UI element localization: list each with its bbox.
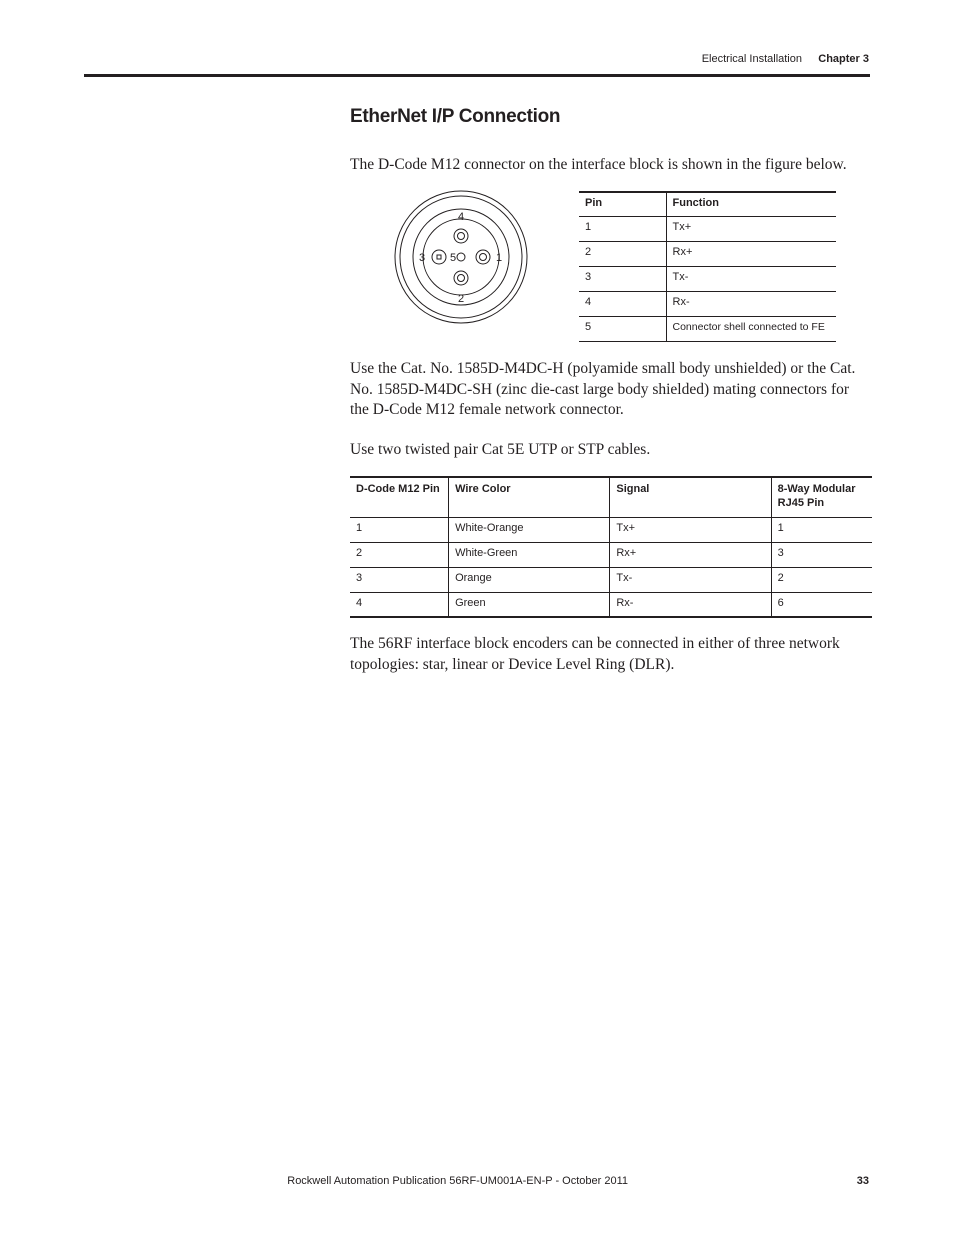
rj45-pin-cell: 6 (777, 596, 784, 609)
header-rule (84, 74, 870, 77)
m12-pin-cell: 4 (350, 592, 449, 617)
signal-cell: Tx+ (610, 517, 771, 542)
signal-cell: Rx- (610, 592, 771, 617)
pin-1-socket (476, 250, 490, 264)
function-cell: Rx- (666, 291, 836, 316)
section-title: EtherNet I/P Connection (350, 106, 561, 127)
table-row (579, 291, 836, 316)
pin-5-center (457, 253, 465, 261)
m12-pin-cell: 3 (350, 567, 449, 592)
column-header-signal: Signal (610, 477, 771, 517)
table-row (579, 316, 836, 341)
table-row (350, 517, 872, 542)
table-row (579, 266, 836, 291)
pin-2-socket (454, 271, 468, 285)
m12-pin-cell: 2 (350, 542, 449, 567)
footer-publication: Rockwell Automation Publication 56RF-UM001A-EN-P - October 2011 (287, 1175, 628, 1187)
function-cell: Connector shell connected to FE (666, 316, 836, 341)
m12-pin-cell: 1 (350, 517, 449, 542)
column-header-m12-pin: D-Code M12 Pin (350, 477, 449, 517)
signal-cell: Rx+ (610, 542, 771, 567)
connector-inner-ring (413, 209, 509, 305)
wire-color-cell: White-Orange (449, 517, 610, 542)
running-header-chapter: Chapter 3 (818, 53, 869, 65)
table-header-row (350, 477, 872, 517)
wire-color-cell: Orange (449, 567, 610, 592)
table-row (350, 567, 872, 592)
footer-page-number: 33 (856, 1175, 869, 1187)
running-header-section: Electrical Installation (701, 53, 802, 65)
topologies-paragraph: The 56RF interface block encoders can be connected in either of three network topologies: star, linear or Device Level Ring (DLR). (350, 635, 840, 673)
rj45-pin-cell: 2 (771, 567, 872, 592)
pin-3-key (437, 255, 441, 259)
table-row (579, 241, 836, 266)
signal-cell: Tx- (610, 567, 771, 592)
table-header-row (579, 192, 836, 216)
function-cell: Rx+ (666, 241, 836, 266)
column-header-rj45-pin: 8-Way Modular RJ45 Pin (771, 477, 872, 517)
pin-cell: 2 (579, 241, 666, 266)
wire-color-cell: White-Green (449, 542, 610, 567)
table-row (350, 542, 872, 567)
mating-connectors-paragraph: Use the Cat. No. 1585D-M4DC-H (polyamide small body unshielded) or the Cat. No. 1585D-M4DC-SH (zinc die-cast large body shielded) mating connectors for the D-Code M12 female network connector. (350, 360, 856, 418)
pin-label-2: 2 (458, 293, 465, 305)
wire-color-cell: Green (449, 592, 610, 617)
table-row (579, 216, 836, 241)
rj45-pin-cell: 3 (771, 542, 872, 567)
pin-cell: 5 (579, 316, 666, 341)
cables-paragraph: Use two twisted pair Cat 5E UTP or STP cables. (350, 441, 651, 458)
pin-label-5: 5 (450, 252, 457, 264)
function-cell: Tx+ (666, 216, 836, 241)
column-header-wire-color: Wire Color (449, 477, 610, 517)
pin-label-4: 4 (458, 211, 465, 223)
pin-cell: 4 (579, 291, 666, 316)
rj45-pin-cell: 1 (771, 517, 872, 542)
pin-4-socket (454, 229, 468, 243)
connector-face (423, 219, 499, 295)
pin-cell: 1 (579, 216, 666, 241)
pin-cell: 3 (579, 266, 666, 291)
column-header-function: Function (666, 192, 836, 216)
intro-paragraph: The D-Code M12 connector on the interface block is shown in the figure below. (350, 156, 847, 173)
function-cell: Tx- (666, 266, 836, 291)
m12-connector-diagram (392, 186, 532, 331)
pin-function-table (579, 191, 836, 342)
column-header-pin: Pin (579, 192, 666, 216)
wiring-table (350, 476, 872, 618)
table-row (350, 592, 872, 617)
pin-3-socket (432, 250, 446, 264)
pin-label-3: 3 (419, 252, 426, 264)
pin-label-1: 1 (496, 252, 503, 264)
